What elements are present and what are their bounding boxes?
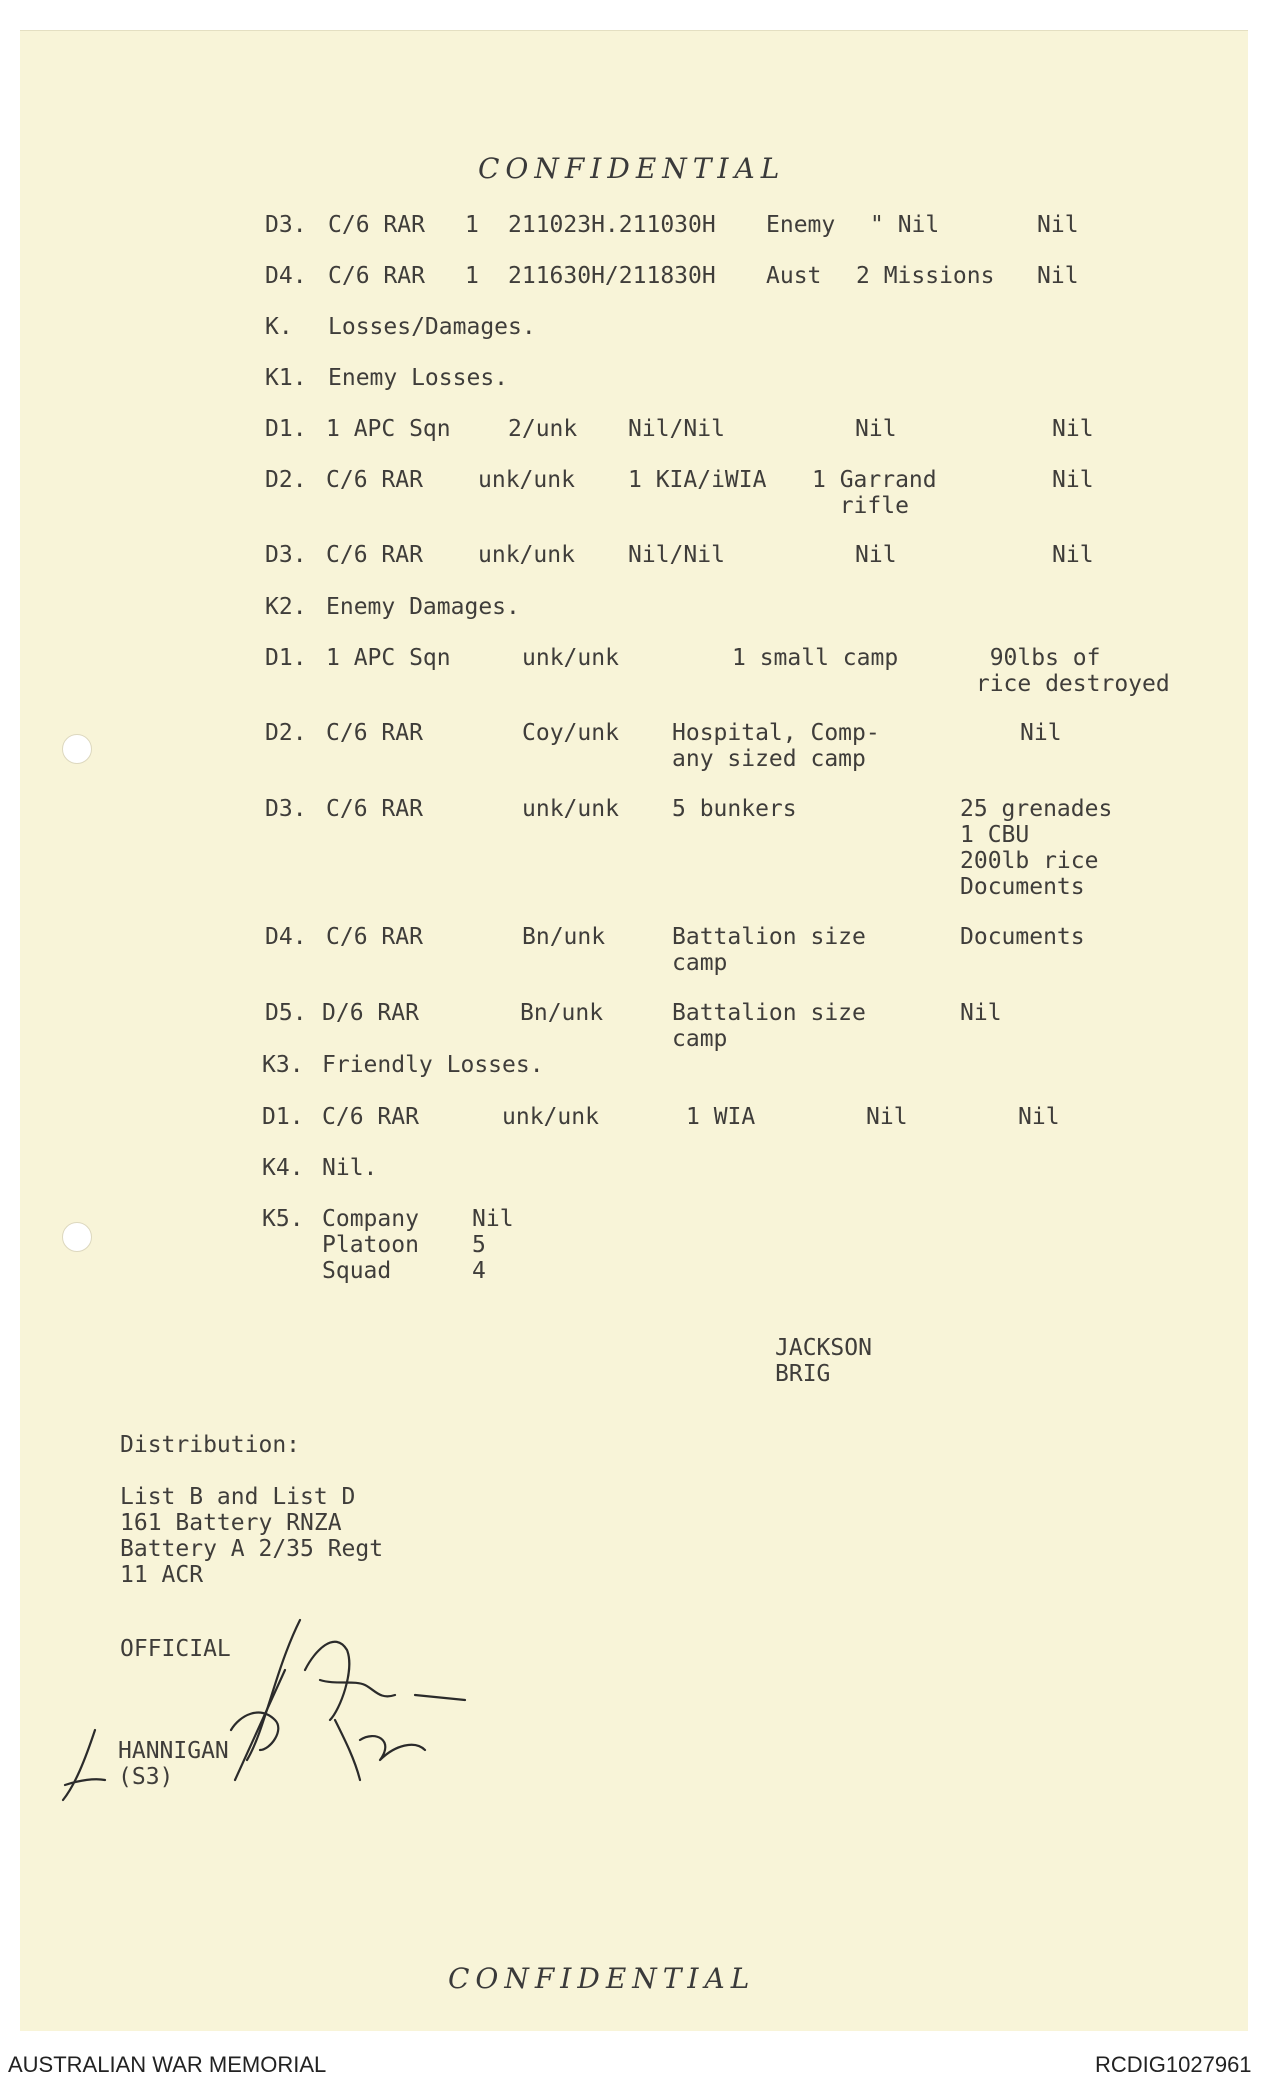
k1-row-unit: C/6 RAR [326,467,423,493]
row-d4-count: 1 [465,263,479,289]
k2-row-code: D2. [265,720,307,746]
row-d3-count: 1 [465,212,479,238]
section-k-label: Losses/Damages. [328,314,536,340]
confidential-stamp-bottom: CONFIDENTIAL [448,1962,756,1995]
official-role: (S3) [118,1764,174,1790]
k3-row-last: Nil [1018,1104,1060,1130]
k1-row-last: Nil [1052,542,1094,568]
row-d4-code: D4. [265,263,307,289]
k1-row-unit: 1 APC Sqn [326,416,451,442]
footer-reference: RCDIG1027961 [1095,2052,1252,2077]
k2-row-unit: 1 APC Sqn [326,645,451,671]
k1-row-ratio: 2/unk [508,416,578,442]
k2-row-result: Nil [1020,720,1062,746]
k1-row-code: D3. [265,542,307,568]
footer-institution: AUSTRALIAN WAR MEMORIAL [8,2052,327,2077]
k2-row-ratio: unk/unk [522,645,619,671]
k2-row-unit: D/6 RAR [322,1000,419,1026]
official-label: OFFICIAL [120,1636,231,1662]
punch-hole [62,1222,92,1252]
row-d3-code: D3. [265,212,307,238]
k1-row-weapons: Nil [855,416,897,442]
k2-row-result: Documents [960,924,1085,950]
row-d3-result: " Nil [870,212,940,238]
section-k2-code: K2. [265,594,307,620]
k1-row-unit: C/6 RAR [326,542,423,568]
row-d3-last: Nil [1037,212,1079,238]
k1-row-code: D2. [265,467,307,493]
section-k5-code: K5. [262,1206,304,1232]
k2-row-ratio: Coy/unk [522,720,619,746]
k2-row-target: 5 bunkers [672,796,797,822]
section-k-code: K. [265,314,293,340]
k2-row-result: 25 grenades 1 CBU 200lb rice Documents [960,796,1113,900]
k1-row-casualties: Nil/Nil [628,416,725,442]
section-k3-label: Friendly Losses. [322,1052,544,1078]
k2-row-code: D3. [265,796,307,822]
k2-row-target: Battalion size camp [672,1000,866,1052]
k2-row-unit: C/6 RAR [326,796,423,822]
row-d4-target: Aust [766,263,822,289]
k1-row-last: Nil [1052,467,1094,493]
k1-row-weapons: 1 Garrand rifle [812,467,937,519]
k2-row-target: Hospital, Comp- any sized camp [672,720,880,772]
section-k1-code: K1. [265,365,307,391]
section-k4-label: Nil. [322,1155,378,1181]
k3-row-casualties: 1 WIA [686,1104,756,1130]
row-d3-target: Enemy [766,212,836,238]
k1-row-code: D1. [265,416,307,442]
row-d4-unit: C/6 RAR [328,263,425,289]
k3-row-unit: C/6 RAR [322,1104,419,1130]
k2-row-code: D1. [265,645,307,671]
k2-row-target: 1 small camp [732,645,899,671]
k2-row-ratio: unk/unk [522,796,619,822]
k1-row-weapons: Nil [855,542,897,568]
k2-row-result: 90lbs of rice destroyed [975,645,1170,697]
confidential-stamp-top: CONFIDENTIAL [478,152,786,185]
k1-row-last: Nil [1052,416,1094,442]
k2-row-target: Battalion size camp [672,924,866,976]
punch-hole [62,734,92,764]
row-d3-unit: C/6 RAR [328,212,425,238]
section-k2-label: Enemy Damages. [326,594,520,620]
row-d3-time: 211023H.211030H [508,212,716,238]
section-k4-code: K4. [262,1155,304,1181]
k1-row-casualties: Nil/Nil [628,542,725,568]
row-d4-result: 2 Missions [856,263,995,289]
k2-row-ratio: Bn/unk [520,1000,604,1026]
k3-row-ratio: unk/unk [502,1104,599,1130]
section-k1-label: Enemy Losses. [328,365,509,391]
signatory-name: JACKSON [775,1335,872,1361]
section-k3-code: K3. [262,1052,304,1078]
k3-row-code: D1. [262,1104,304,1130]
k2-row-code: D5. [265,1000,307,1026]
section-k5-labels: Company Platoon Squad [322,1206,419,1284]
k1-row-ratio: unk/unk [478,542,575,568]
k2-row-unit: C/6 RAR [326,720,423,746]
k2-row-ratio: Bn/unk [522,924,606,950]
k1-row-casualties: 1 KIA/iWIA [628,467,767,493]
section-k5-values: Nil 5 4 [472,1206,514,1284]
k2-row-unit: C/6 RAR [326,924,423,950]
handwritten-signature [35,1610,495,1810]
row-d4-last: Nil [1037,263,1079,289]
distribution-list: List B and List D 161 Battery RNZA Battery A 2/35 Regt 11 ACR [120,1484,384,1588]
k1-row-ratio: unk/unk [478,467,575,493]
k3-row-weapons: Nil [866,1104,908,1130]
k2-row-result: Nil [960,1000,1002,1026]
distribution-heading: Distribution: [120,1432,301,1458]
row-d4-time: 211630H/211830H [508,263,716,289]
official-name: HANNIGAN [118,1738,229,1764]
k2-row-code: D4. [265,924,307,950]
signatory-rank: BRIG [775,1361,831,1387]
